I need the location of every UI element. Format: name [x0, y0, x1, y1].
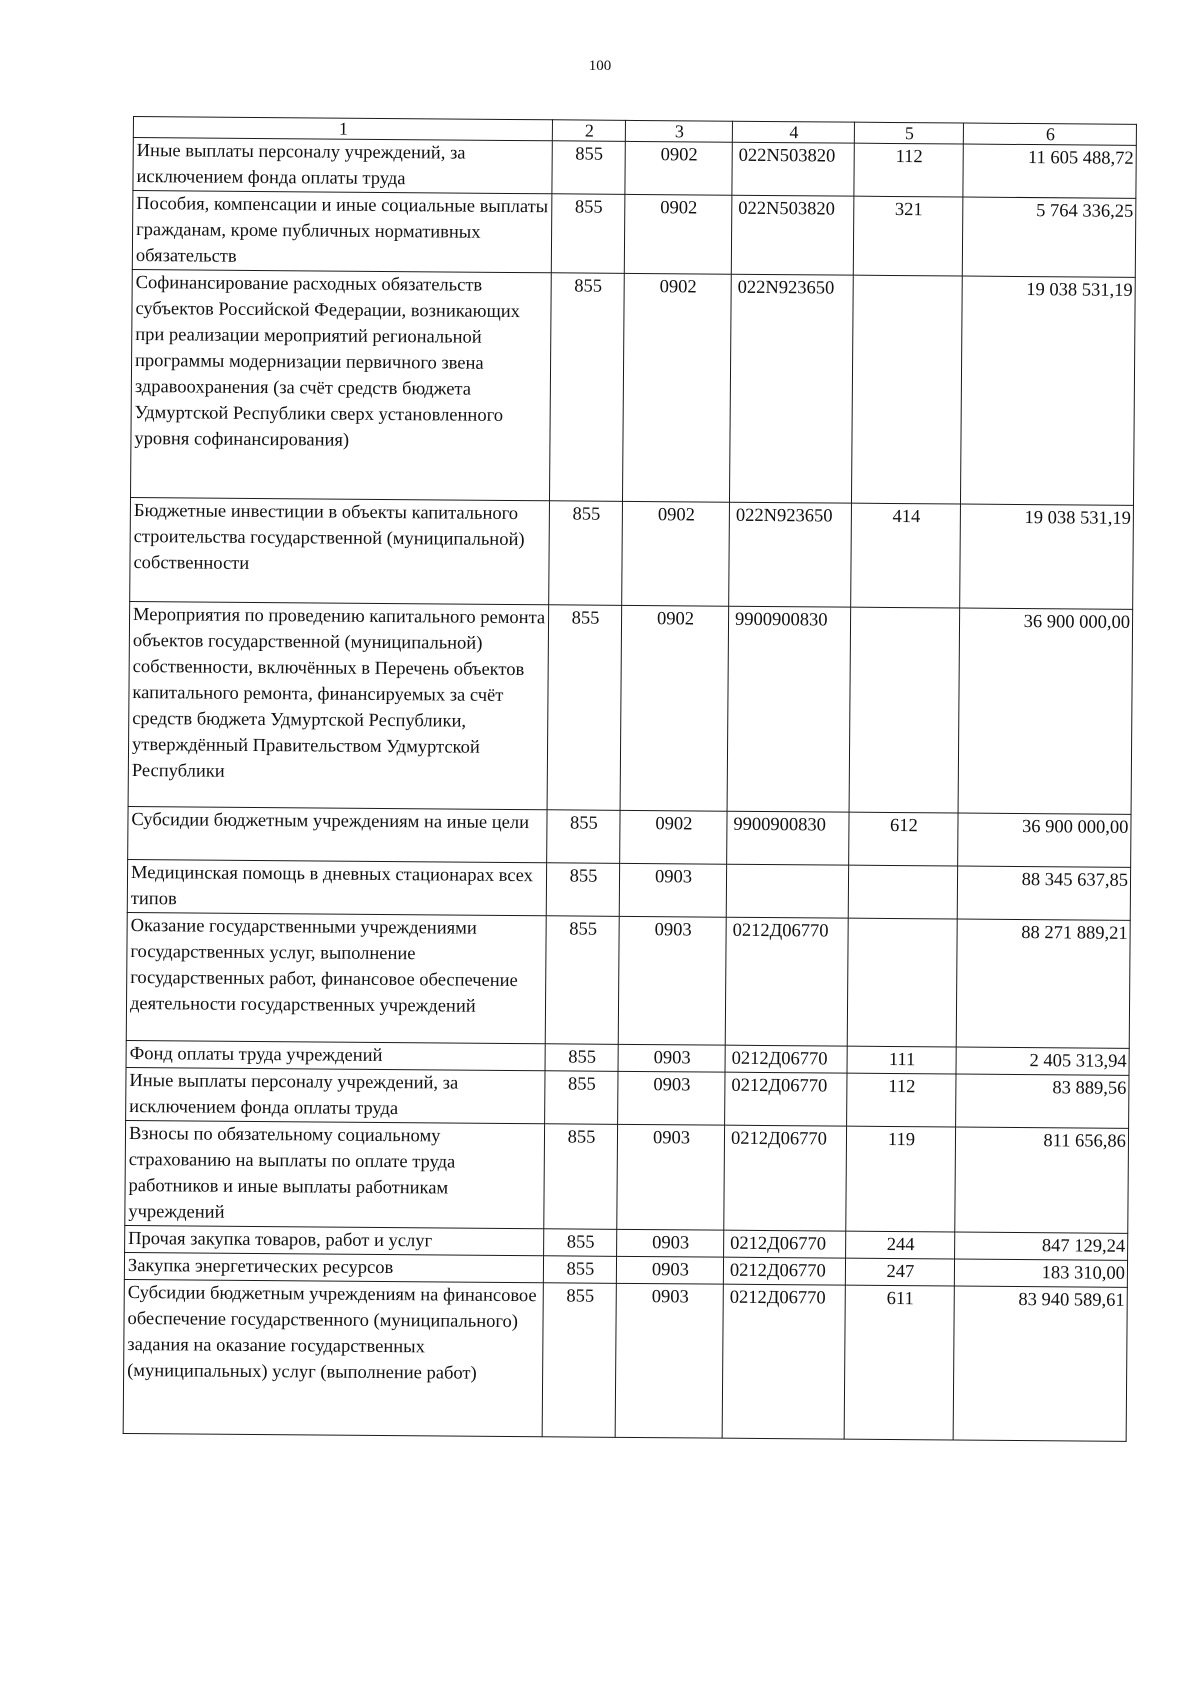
row-sum: 19 038 531,19	[960, 276, 1135, 505]
table-row	[133, 138, 1136, 199]
row-rzpr: 0903	[618, 916, 726, 1045]
row-gr: 855	[543, 1256, 616, 1284]
row-name: Закупка энергетических ресурсов	[124, 1252, 543, 1282]
row-sum: 2 405 313,94	[956, 1047, 1129, 1075]
table-row	[130, 497, 1134, 609]
row-csr: 0212Д06770	[722, 1284, 845, 1439]
row-rzpr: 0903	[617, 1124, 725, 1230]
row-name: Субсидии бюджетным учреждениям на иные цели	[128, 806, 547, 862]
table-row	[123, 1279, 1127, 1441]
row-csr: 022N923650	[729, 274, 853, 503]
row-vr: 247	[845, 1258, 954, 1286]
row-rzpr: 0903	[615, 1283, 723, 1438]
row-rzpr: 0903	[618, 1044, 725, 1072]
row-name: Прочая закупка товаров, работ и услуг	[125, 1225, 544, 1255]
row-csr: 0212Д06770	[723, 1257, 845, 1285]
row-csr: 022N503820	[731, 195, 854, 275]
table-row	[131, 269, 1136, 505]
row-csr: 0212Д06770	[724, 1125, 847, 1231]
row-gr: 855	[545, 916, 619, 1045]
table-row	[132, 191, 1136, 278]
row-rzpr: 0902	[620, 605, 729, 811]
row-gr: 855	[547, 810, 620, 864]
row-rzpr: 0902	[622, 273, 731, 502]
table-row	[128, 601, 1133, 814]
row-csr: 0212Д06770	[725, 1072, 847, 1126]
row-csr: 9900900830	[727, 606, 851, 812]
row-csr: 0212Д06770	[725, 1045, 847, 1073]
row-name: Иные выплаты персоналу учреждений, за исключением фонда оплаты труда	[126, 1067, 545, 1123]
row-vr: 111	[847, 1046, 956, 1074]
row-sum: 88 345 637,85	[957, 866, 1130, 920]
row-vr	[849, 607, 960, 813]
row-sum: 36 900 000,00	[958, 608, 1133, 814]
header-col-3: 3	[625, 120, 732, 142]
row-vr	[851, 275, 962, 504]
row-vr: 112	[854, 143, 963, 197]
row-gr: 855	[542, 1283, 616, 1438]
row-vr: 611	[844, 1285, 954, 1440]
row-name: Оказание государственными учреждениями государственных услуг, выполнение государственных работ, финансовое обеспечение деятельности государственных учреждений	[126, 912, 546, 1043]
row-vr: 321	[853, 196, 963, 276]
row-sum: 19 038 531,19	[960, 504, 1134, 609]
row-gr: 855	[549, 273, 624, 502]
table-row	[126, 912, 1130, 1048]
table-row	[128, 806, 1131, 867]
row-rzpr: 0903	[618, 1071, 725, 1125]
row-csr: 0212Д06770	[724, 1230, 846, 1258]
row-rzpr: 0903	[616, 1256, 723, 1284]
row-gr: 855	[552, 141, 625, 195]
header-col-2: 2	[552, 120, 625, 142]
row-csr: 0212Д06770	[725, 917, 848, 1046]
row-gr: 855	[551, 194, 625, 274]
row-gr: 855	[544, 1124, 618, 1230]
budget-table	[123, 116, 1137, 1442]
header-col-4: 4	[732, 121, 854, 143]
row-csr: 9900900830	[727, 811, 849, 865]
row-name: Бюджетные инвестиции в объекты капитального строительства государственной (муниципальной) собственности	[130, 497, 550, 604]
row-sum: 183 310,00	[954, 1259, 1127, 1287]
row-gr: 855	[549, 501, 623, 606]
row-name: Софинансирование расходных обязательств субъектов Российской Федерации, возникающих при реализации мероприятий региональной программы модернизации первичного звена здравоохранения (за счёт средств бюджета Удмуртской Республики сверх установленного уровня софинансирования)	[131, 269, 552, 500]
row-sum: 36 900 000,00	[958, 813, 1131, 867]
table-row	[125, 1120, 1129, 1233]
row-sum: 83 889,56	[956, 1074, 1129, 1128]
row-sum: 811 656,86	[955, 1127, 1129, 1233]
header-col-5: 5	[854, 122, 963, 144]
row-rzpr: 0903	[617, 1229, 724, 1257]
row-name: Пособия, компенсации и иные социальные выплаты гражданам, кроме публичных нормативных обязательств	[132, 191, 552, 273]
row-sum: 11 605 488,72	[963, 144, 1136, 198]
row-name: Взносы по обязательному социальному страхованию на выплаты по оплате труда работников и иные выплаты работникам учреждений	[125, 1120, 545, 1228]
table-row	[126, 1067, 1129, 1128]
row-csr: 022N503820	[732, 142, 854, 196]
row-csr	[726, 864, 848, 918]
row-rzpr: 0903	[619, 863, 726, 917]
row-rzpr: 0902	[625, 141, 732, 195]
row-vr: 612	[849, 812, 958, 866]
page-number: 100	[588, 58, 612, 74]
header-col-1: 1	[133, 117, 552, 141]
row-vr: 414	[851, 503, 961, 608]
row-vr	[848, 865, 957, 919]
row-rzpr: 0902	[622, 501, 730, 606]
row-name: Фонд оплаты труда учреждений	[126, 1040, 545, 1070]
row-gr: 855	[547, 605, 622, 811]
row-gr: 855	[545, 1044, 618, 1072]
row-sum: 847 129,24	[955, 1232, 1128, 1260]
row-gr: 855	[544, 1229, 617, 1257]
row-vr: 112	[847, 1073, 956, 1127]
row-rzpr: 0902	[624, 194, 732, 274]
table-body	[123, 138, 1136, 1442]
row-sum: 5 764 336,25	[962, 197, 1136, 277]
row-rzpr: 0902	[620, 810, 727, 864]
row-gr: 855	[545, 1071, 618, 1125]
row-name: Мероприятия по проведению капитального ремонта объектов государственной (муниципальной) собственности, включённых в Перечень объектов капитального ремонта, финансируемых за счёт средств бюджета Удмуртской Республики, утверждённый Правительством Удмуртской Республики	[128, 601, 549, 809]
row-vr	[847, 918, 957, 1047]
row-vr: 119	[846, 1126, 956, 1232]
row-csr: 022N923650	[729, 502, 852, 607]
header-col-6: 6	[963, 123, 1136, 145]
row-vr: 244	[846, 1231, 955, 1259]
row-name: Иные выплаты персоналу учреждений, за исключением фонда оплаты труда	[133, 138, 552, 194]
row-sum: 83 940 589,61	[953, 1286, 1127, 1441]
table-row	[127, 859, 1130, 920]
row-gr: 855	[546, 863, 619, 917]
row-name: Медицинская помощь в дневных стационарах всех типов	[127, 859, 546, 915]
row-name: Субсидии бюджетным учреждениям на финансовое обеспечение государственного (муниципального) задания на оказание государственных (муниципальных) услуг (выполнение работ)	[123, 1279, 543, 1436]
row-sum: 88 271 889,21	[956, 919, 1130, 1048]
